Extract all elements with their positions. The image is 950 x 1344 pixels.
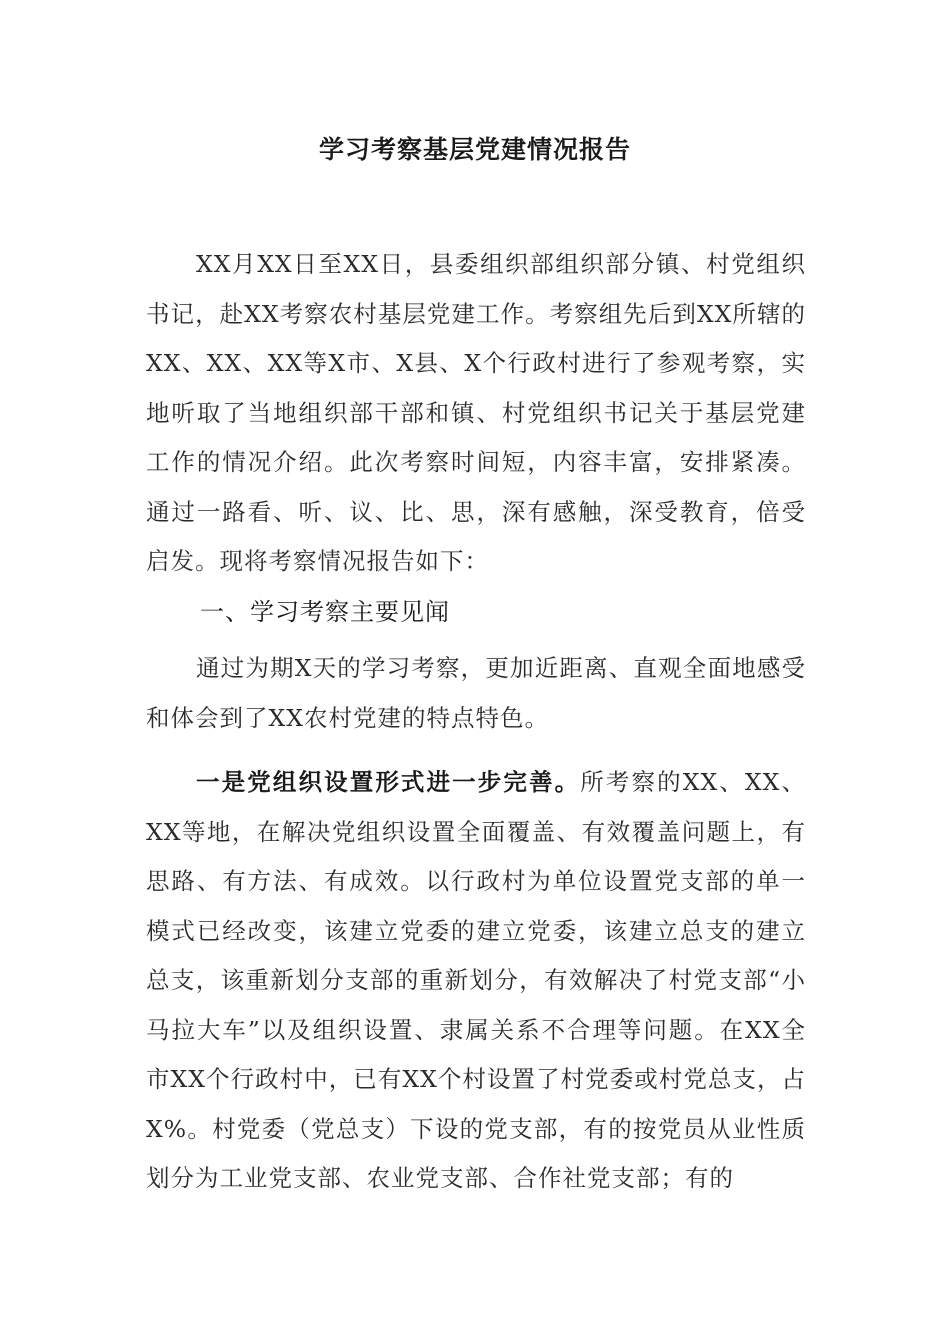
point-one-body: 所考察的XX、XX、XX等地，在解决党组织设置全面覆盖、有效覆盖问题上，有思路、有方法、有成效。以行政村为单位设置党支部的单一模式已经改变，该建立党委的建立党委，该建立总支的建立总支，该重新划分支部的重新划分，有效解决了村党支部“小马拉大车”以及组织设置、隶属关系不合理等问题。在XX全市XX个行政村中，已有XX个村设置了村党委或村党总支，占X%。村党委（党总支）下设的党支部，有的按党员从业性质划分为工业党支部、农业党支部、合作社党支部；有的 (146, 768, 807, 1192)
intro-paragraph: XX月XX日至XX日，县委组织部组织部分镇、村党组织书记，赴XX考察农村基层党建工作。考察组先后到XX所辖的XX、XX、XX等X市、X县、X个行政村进行了参观考察，实地听取了当地组织部干部和镇、村党组织书记关于基层党建工作的情况介绍。此次考察时间短，内容丰富，安排紧凑。通过一路看、听、议、比、思，深有感触，深受教育，倍受启发。现将考察情况报告如下： (146, 250, 806, 575)
document-title: 学习考察基层党建情况报告 (318, 135, 631, 164)
section-heading: 一、学习考察主要见闻 (200, 598, 450, 626)
point-one-lead: 一是党组织设置形式进一步完善。 (196, 768, 581, 796)
section-intro-paragraph: 通过为期X天的学习考察，更加近距离、直观全面地感受和体会到了XX农村党建的特点特色。 (146, 654, 806, 732)
point-one-paragraph (146, 758, 806, 1204)
